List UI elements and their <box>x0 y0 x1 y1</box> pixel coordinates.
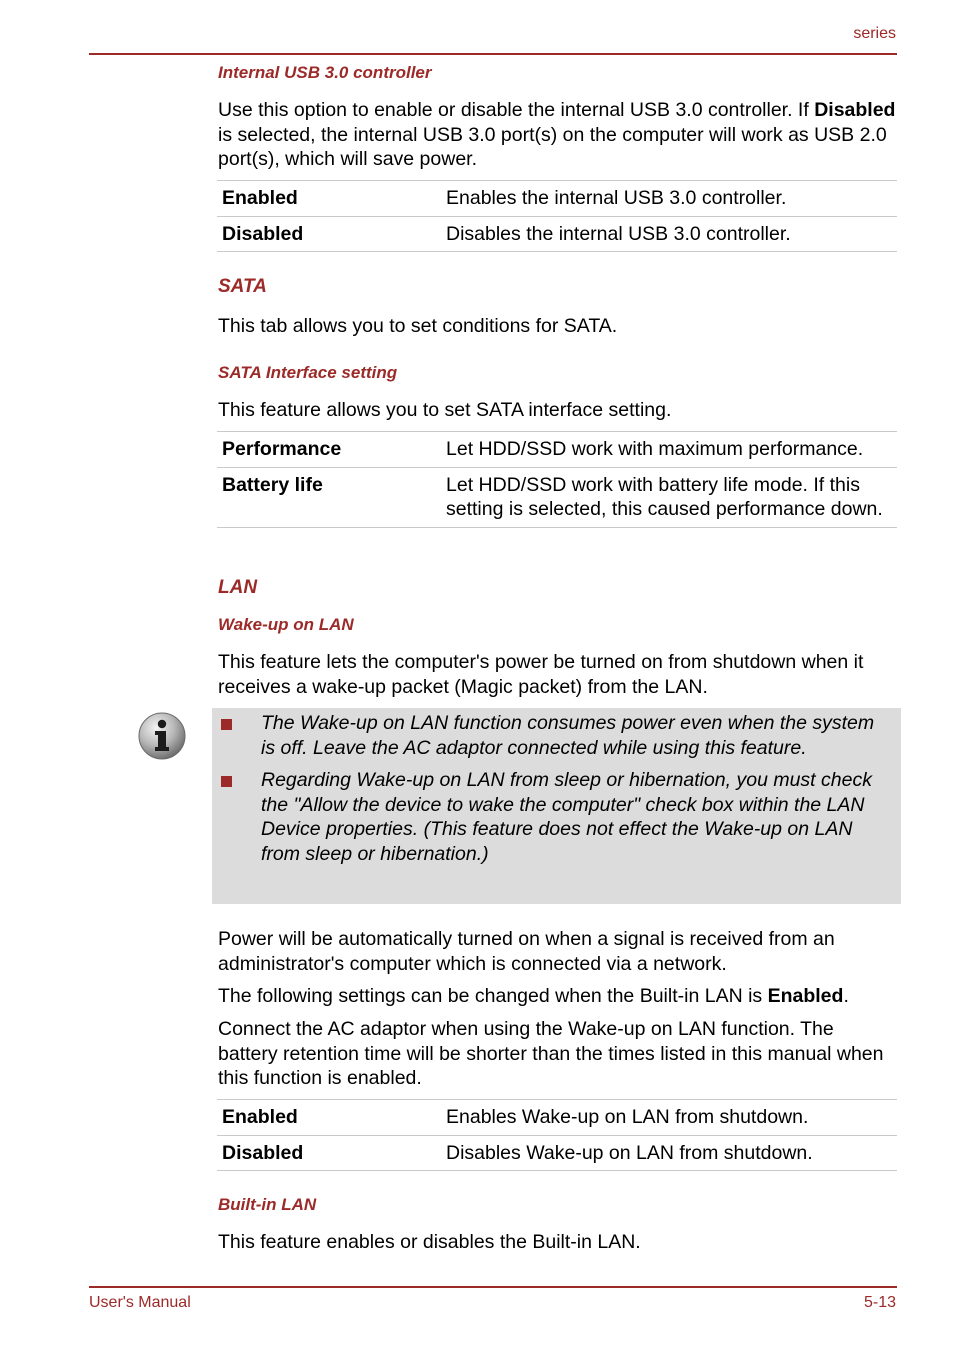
option-value: Disables the internal USB 3.0 controller. <box>441 216 897 252</box>
wol-options-table <box>217 1099 897 1171</box>
option-value: Let HDD/SSD work with battery life mode. If this setting is selected, this caused performance down. <box>441 467 897 527</box>
usb-para-text-b: is selected, the internal USB 3.0 port(s) on the computer will work as USB 2.0 port(s), which will save power. <box>218 123 887 170</box>
option-key: Disabled <box>217 216 441 252</box>
option-key: Disabled <box>217 1135 441 1171</box>
info-icon <box>138 712 186 760</box>
settings-paragraph <box>218 984 898 1009</box>
table-row <box>217 216 897 252</box>
option-key: Enabled <box>217 181 441 217</box>
usb-options-table <box>217 180 897 252</box>
table-row <box>217 467 897 527</box>
header-rule <box>89 53 897 55</box>
option-key: Enabled <box>217 1100 441 1136</box>
usb-para-text-a: Use this option to enable or disable the internal USB 3.0 controller. If <box>218 99 815 121</box>
settings-bold: Enabled <box>767 985 844 1007</box>
sata-interface-heading: SATA Interface setting <box>218 363 398 382</box>
footer-manual-title: User's Manual <box>89 1294 191 1311</box>
usb-paragraph <box>218 98 898 172</box>
option-value: Enables the internal USB 3.0 controller. <box>441 181 897 217</box>
note-text: Regarding Wake-up on LAN from sleep or hibernation, you must check the "Allow the device to wake the computer" check box within the LAN Device properties. (This feature does not effect the Wake-up on LAN from sleep or hibernation.) <box>261 769 872 865</box>
wol-intro: This feature lets the computer's power be turned on from shutdown when it receives a wake-up packet (Magic packet) from the LAN. <box>218 651 864 698</box>
note-text: The Wake-up on LAN function consumes power even when the system is off. Leave the AC adaptor connected while using this feature. <box>261 712 875 759</box>
power-paragraph: Power will be automatically turned on when a signal is received from an administrator's computer which is connected via a network. <box>218 928 835 975</box>
lan-heading: LAN <box>218 577 258 598</box>
sata-options-table <box>217 431 897 528</box>
table-row <box>217 1100 897 1136</box>
sata-heading: SATA <box>218 276 267 297</box>
bullet-square-icon <box>221 776 232 787</box>
table-row <box>217 432 897 468</box>
footer-rule <box>89 1286 897 1288</box>
builtin-lan-intro: This feature enables or disables the Built-in LAN. <box>218 1231 641 1253</box>
settings-text-b: . <box>843 985 849 1007</box>
page-number: 5-13 <box>863 1294 896 1311</box>
usb-para-bold: Disabled <box>814 99 896 121</box>
sata-interface-intro: This feature allows you to set SATA interface setting. <box>218 399 672 421</box>
option-key: Performance <box>217 432 441 468</box>
usb-heading: Internal USB 3.0 controller <box>218 63 432 82</box>
adaptor-paragraph: Connect the AC adaptor when using the Wake-up on LAN function. The battery retention time will be shorter than the times listed in this manual when this function is enabled. <box>218 1018 884 1089</box>
builtin-lan-heading: Built-in LAN <box>218 1195 317 1214</box>
table-row <box>217 1135 897 1171</box>
option-value: Enables Wake-up on LAN from shutdown. <box>441 1100 897 1136</box>
sata-intro: This tab allows you to set conditions for SATA. <box>218 315 618 337</box>
option-key: Battery life <box>217 467 441 527</box>
running-header: series <box>853 25 896 42</box>
wol-heading: Wake-up on LAN <box>218 615 354 634</box>
note-box <box>212 708 901 904</box>
table-row <box>217 181 897 217</box>
settings-text-a: The following settings can be changed when the Built-in LAN is <box>218 985 768 1007</box>
bullet-square-icon <box>221 719 232 730</box>
note-item <box>212 711 891 760</box>
option-value: Disables Wake-up on LAN from shutdown. <box>441 1135 897 1171</box>
option-value: Let HDD/SSD work with maximum performance. <box>441 432 897 468</box>
note-item <box>212 768 891 866</box>
